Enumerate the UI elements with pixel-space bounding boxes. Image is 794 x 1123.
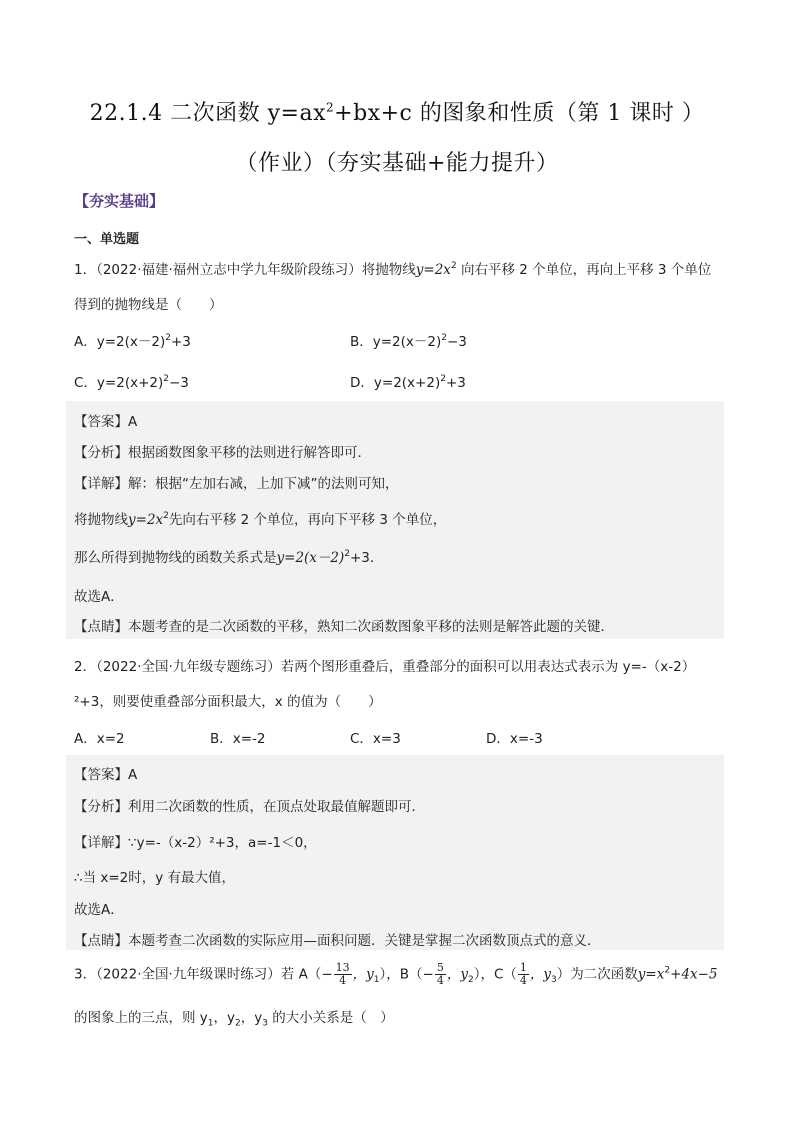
question-1-option-b: B．$y=2(x-2)^2-3$ <box>350 333 467 350</box>
question-1-answer: 【答案】A <box>74 414 138 430</box>
question-1-detail-2: 将抛物线$y=2x^2$先向右平移 2 个单位，再向下平移 3 个单位， <box>74 511 447 528</box>
section-heading: 一、单选题 <box>74 232 140 247</box>
question-3-stem: 3．（2022·全国·九年级课时练习）若 A（− $\frac{13}{4}$ ，$y_1$），B（− $\frac{5}{4}$ ，$y_2$），C（ $\frac{1}{4}$ ，$y_3$）为二次函数$y=x^2+4x-5$ <box>74 961 718 987</box>
question-3-stem-line2: 的图象上的三点，则 $y_1$，$y_2$，$y_3$ 的大小关系是（ ） <box>74 1010 394 1029</box>
question-2-comment: 【点睛】本题考查二次函数的实际应用—面积问题．关键是掌握二次函数顶点式的意义． <box>74 933 601 949</box>
question-2-option-b: B．x=-2 <box>210 731 266 747</box>
question-1-detail-1: 【详解】解：根据“左加右减，上加下减”的法则可知， <box>74 476 399 492</box>
question-2-option-c: C．x=3 <box>350 731 401 747</box>
question-2-option-d: D．x=-3 <box>486 731 543 747</box>
title-superscript: 2 <box>326 100 335 115</box>
question-2-detail-3: 故选A． <box>74 902 124 918</box>
question-2-answer: 【答案】A <box>74 767 138 783</box>
question-2-stem-line2: ²+3，则要使重叠部分面积最大，x 的值为（ ） <box>74 694 382 710</box>
question-1-comment: 【点睛】本题考查的是二次函数的平移，熟知二次函数图象平移的法则是解答此题的关键． <box>74 619 614 635</box>
page-title <box>0 96 794 127</box>
question-1-analysis: 【分析】根据函数图象平移的法则进行解答即可． <box>74 445 371 461</box>
question-1-option-a: A．$y=2(x-2)^2+3$ <box>74 333 191 350</box>
question-1-detail-3: 那么所得到抛物线的函数关系式是$y=2(x-2)^2+3$． <box>74 549 384 566</box>
fraction-a: $\frac{13}{4}$ <box>335 961 350 987</box>
question-1-option-c: C．$y=2(x+2)^2-3$ <box>74 374 189 391</box>
page-subtitle: （作业）（夯实基础+能力提升） <box>235 151 559 176</box>
fraction-c: $\frac{1}{4}$ <box>519 961 527 987</box>
fraction-b: $\frac{5}{4}$ <box>436 961 444 987</box>
question-1-stem: 1．（2022·福建·福州立志中学九年级阶段练习）将抛物线$y=2x^2$ 向右平移 2 个单位，再向上平移 3 个单位 <box>74 261 712 278</box>
question-1-option-d: D．$y=2(x+2)^2+3$ <box>350 374 466 391</box>
question-2-analysis: 【分析】利用二次函数的性质，在顶点处取最值解题即可． <box>74 799 425 815</box>
question-2-solution-box <box>66 755 724 950</box>
question-2-detail-1: 【详解】∵y=-（x-2）²+3，a=-1＜0， <box>74 835 317 851</box>
question-2-stem: 2．（2022·全国·九年级专题练习）若两个图形重叠后，重叠部分的面积可以用表达式表示为 y=-（x-2） <box>74 659 696 675</box>
question-1-stem-line2: 得到的抛物线是（ ） <box>74 297 223 313</box>
question-2-option-a: A．x=2 <box>74 731 125 747</box>
question-2-detail-2: ∴当 x=2时，y 有最大值， <box>74 870 236 886</box>
question-1-detail-4: 故选A． <box>74 589 124 605</box>
section-tag: 【夯实基础】 <box>74 192 165 210</box>
title-text-a: 22.1.4 二次函数 y=ax <box>89 101 327 126</box>
title-text-b: +bx+c 的图象和性质（第 1 课时 ） <box>334 101 705 126</box>
